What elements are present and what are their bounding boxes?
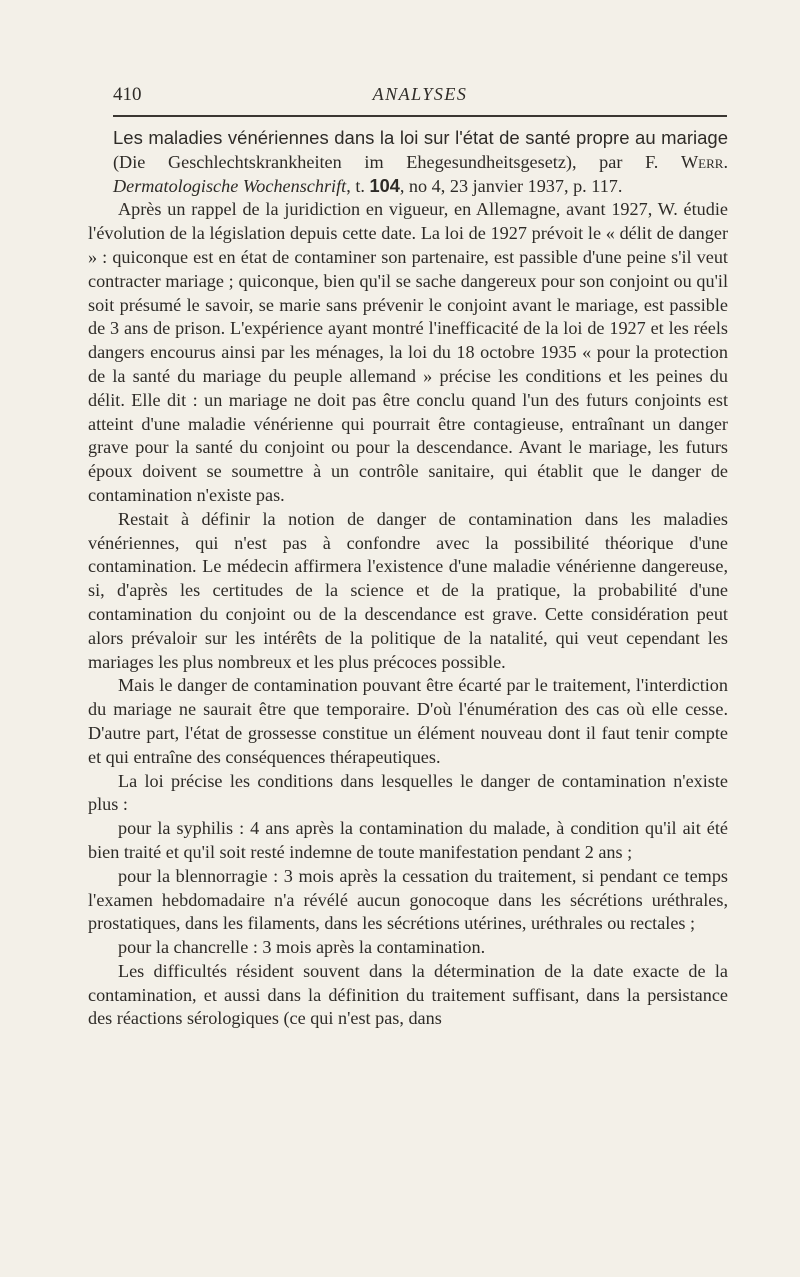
article-issue-date-pages: , no 4, 23 janvier 1937, p. 117. (399, 175, 623, 196)
article-after-author: . (723, 151, 728, 172)
article-original-title: (Die Geschlechtskrankheiten im Ehegesundheitsgesetz), par F. (113, 151, 681, 172)
paragraph-1: Après un rappel de la juridiction en vigueur, en Allemagne, avant 1927, W. étudie l'évolution de la législation depuis cette date. La loi de 1927 prévoit le « délit de danger » : quiconque est en état de contaminer son partenaire, est passible d'une peine s'il veut contracter mariage ; quiconque, bien qu'il se sache dangereux pour son conjoint ou qu'il soit présumé le savoir, se marie sans prévenir le conjoint avant le mariage, est passible de 3 ans de prison. L'expérience ayant montré l'inefficacité de la loi de 1927 et les réels dangers encourus ainsi par les ménages, la loi du 18 octobre 1935 « pour la protection de la santé du mariage du peuple allemand » précise les conditions et les peines du délit. Elle dit : un mariage ne doit pas être conclu quand l'un des futurs conjoints est atteint d'une maladie vénérienne qui pourrait être contagieuse, entraînant un danger grave pour la santé du conjoint ou pour la descendance. Avant le mariage, les futurs époux doivent se soumettre à un contrôle sanitaire, qui établit que le danger de contamination n'existe pas. (88, 199, 728, 505)
list-item-chancrelle: pour la chancrelle : 3 mois après la contamination. (118, 937, 486, 958)
article-journal: Dermatologische Wochenschrift (113, 175, 347, 196)
page-number: 410 (113, 84, 142, 105)
running-title: ANALYSES (372, 84, 468, 104)
paragraph-3: Mais le danger de contamination pouvant être écarté par le traitement, l'interdiction du mariage ne saurait être que temporaire. D'où l'énumération des cas où elle cesse. D'autre part, l'état de grossesse constitue un élément nouveau dont il faut tenir compte et qui entraîne des conséquences thérapeutiques. (88, 675, 728, 767)
article-heading (88, 126, 728, 198)
paragraph-4: La loi précise les conditions dans lesquelles le danger de contamination n'existe plus : (88, 770, 728, 815)
article-author: Werr (681, 151, 724, 172)
article-volume: 104 (369, 175, 400, 196)
article-volume-prefix: , t. (346, 175, 370, 196)
page-header (113, 84, 727, 108)
paragraph-5: Les difficultés résident souvent dans la détermination de la date exacte de la contamination, et aussi dans la définition du traitement suffisant, dans la persistance des réactions sérologiques (ce qui n'est pas, dans (88, 960, 728, 1029)
article-title: Les maladies vénériennes dans la loi sur l'état de santé propre au mariage (113, 127, 728, 148)
paragraph-2: Restait à définir la notion de danger de contamination dans les maladies vénériennes, qui n'est pas à confondre avec la possibilité théorique d'une contamination. Le médecin affirmera l'existence d'une maladie vénérienne dangereuse, si, d'après les certitudes de la science et de la pratique, la probabilité d'une contamination du conjoint ou de la descendance est grave. Cette considération peut alors prévaloir sur les intérêts de la politique de la natalité, qui veut cependant les mariages les plus nombreux et les plus précoces possible. (88, 508, 728, 672)
article-body (88, 126, 728, 1031)
list-item-blennorragie: pour la blennorragie : 3 mois après la cessation du traitement, si pendant ce temps l'examen hebdomadaire n'a révélé aucun gonocoque dans les sécrétions uréthrales, prostatiques, dans les filaments, dans les sécrétions utérines, uréthrales ou rectales ; (88, 865, 728, 934)
header-rule (113, 115, 727, 117)
list-item-syphilis: pour la syphilis : 4 ans après la contamination du malade, à condition qu'il ait été bien traité et qu'il soit resté indemne de toute manifestation pendant 2 ans ; (88, 818, 728, 862)
